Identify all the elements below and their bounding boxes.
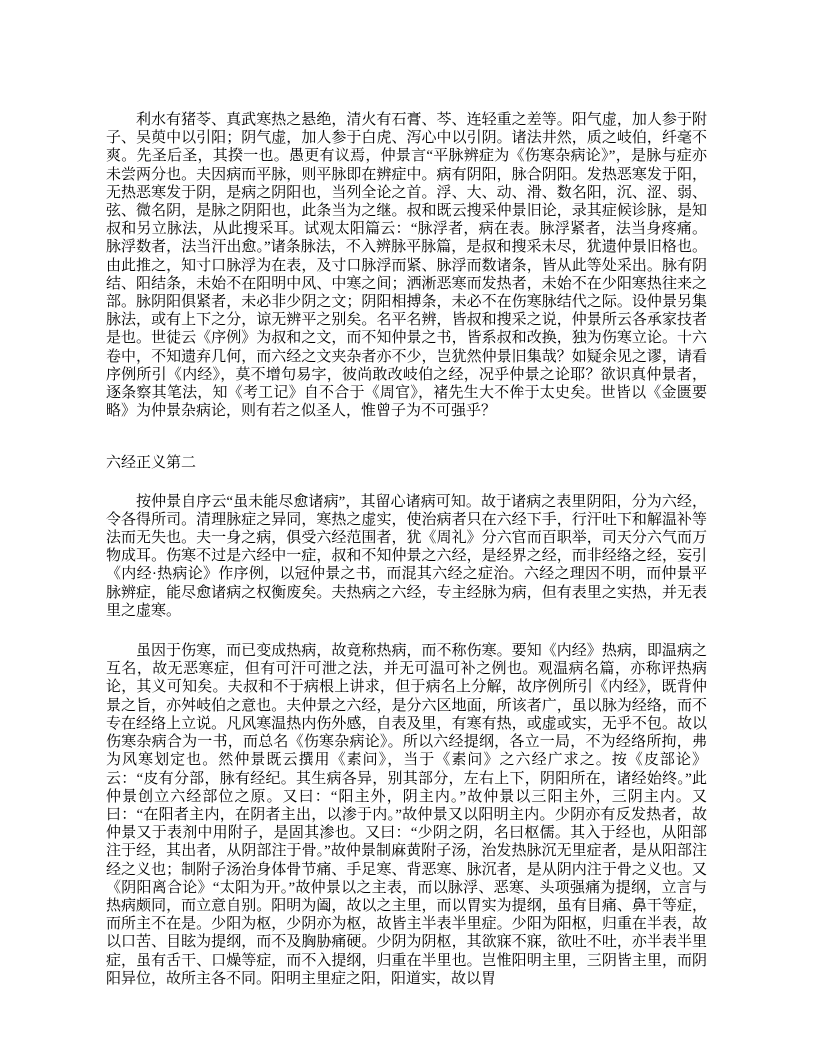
paragraph-chapter-two-body: 虽因于伤寒，而已变成热病，故竟称热病，而不称伤寒。要知《内经》热病，即温病之互名，故无恶寒症，但有可汗可泄之法，并无可温可补之例也。观温病名篇，亦称评热病论，其义可知矣。夫叔和不于病根上讲求，但于病名上分解，故序例所引《内经》，既背仲景之旨，亦舛岐伯之意也。夫仲景之六经，是分六区地面，所该者广，虽以脉为经络，而不专在经络上立说。凡风寒温热内伤外感，自表及里，有寒有热，或虚或实，无乎不包。故以伤寒杂病合为一书，而总名《伤寒杂病论》。所以六经提纲，各立一局，不为经络所拘，弗为风寒划定也。然仲景既云撰用《素问》，当于《素问》之六经广求之。按《皮部论》云：“皮有分部，脉有经纪。其生病各异，别其部分，左右上下，阴阳所在，诸经始终。”此仲景创立六经部位之原。又曰：“阳主外，阴主内。”故仲景以三阳主外，三阴主内。又曰：“在阳者主内，在阴者主出，以渗于内。”故仲景又以阳明主内。少阴亦有反发热者，故仲景又于表剂中用附子，是固其渗也。又曰：“少阴之阴，名曰枢儒。其入于经也，从阳部注于经，其出者，从阴部注于骨。”故仲景制麻黄附子汤，治发热脉沉无里症者，是从阳部注经之义也；制附子汤治身体骨节痛、手足寒、背恶寒、脉沉者，是从阴内注于骨之义也。又《阴阳离合论》“太阳为开。”故仲景以之主表，而以脉浮、恶寒、头项强痛为提纲，立言与热病颇同，而立意自别。阳明为阖，故以之主里，而以胃实为提纲，虽有目痛、鼻干等症，而所主不在是。少阳为枢，少阴亦为枢，故皆主半表半里症。少阳为阳枢，归重在半表，故以口苦、目眩为提纲，而不及胸胁痛硬。少阴为阴枢，其欲寐不寐，欲吐不吐，亦半表半里症，虽有舌干、口燥等症，而不入提纲，归重在半里也。岂惟阳明主里，三阴皆主里，而阴阳异位，故所主各不同。阳明主里症之阳，阳道实，故以胃 [106, 643, 707, 987]
paragraph-chapter-one-conclusion: 利水有猪苓、真武寒热之悬绝，清火有石膏、芩、连轻重之差等。阳气虚，加人参于附子、吴萸中以引阳；阴气虚，加人参于白虎、泻心中以引阴。诸法井然，质之岐伯，纤毫不爽。先圣后圣，其揆一也。愚更有议焉，仲景言“平脉辨症为《伤寒杂病论》”，是脉与症亦未尝两分也。夫因病而平脉，则平脉即在辨症中。病有阴阳，脉合阴阳。发热恶寒发于阳，无热恶寒发于阴，是病之阴阳也，当列全论之首。浮、大、动、滑、数名阳，沉、涩、弱、弦、微名阴，是脉之阴阳也，此条当为之继。叔和既云搜采仲景旧论，录其症候诊脉，是知叔和另立脉法，从此搜采耳。试观太阳篇云：“脉浮者，病在表。脉浮紧者，法当身疼痛。脉浮数者，法当汗出愈。”诸条脉法，不入辨脉平脉篇，是叔和搜采未尽，犹遗仲景旧格也。由此推之，知寸口脉浮为在表，及寸口脉浮而紧、脉浮而数诸条，皆从此等处采出。脉有阴结、阳结条，未始不在阳明中风、中寒之间；洒淅恶寒而发热者，未始不在少阳寒热往来之部。脉阴阳俱紧者，未必非少阴之文；阴阳相搏条，未必不在伤寒脉结代之际。设仲景另集脉法，或有上下之分，谅无辨平之别矣。名平名辨，皆叔和搜采之说，仲景所云各承家技者是也。世徒云《序例》为叔和之文，而不知仲景之书，皆系叔和改换，独为伤寒立论。十六卷中，不知遗弃几何，而六经之文夹杂者亦不少，岂犹然仲景旧集哉？如疑余见之谬，请看序例所引《内经》，莫不增句易字，彼尚敢改岐伯之经，况乎仲景之论耶？欲识真仲景者，逐条察其笔法，知《考工记》自不合于《周官》，褚先生大不侔于太史矣。世皆以《金匮要略》为仲景杂病论，则有若之似圣人，惟曾子为不可强乎？ [106, 112, 707, 420]
section-heading: 六经正义第二 [106, 455, 197, 472]
text-area [106, 111, 707, 988]
paragraph-chapter-two-opening: 按仲景自序云“虽未能尽愈诸病”，其留心诸病可知。故于诸病之表里阴阳，分为六经，令各得所司。清理脉症之异同，寒热之虚实，使治病者只在六经下手，行汗吐下和解温补等法而无失也。夫一身之病，俱受六经范围者，犹《周礼》分六官而百职举，司天分六气而万物成耳。伤寒不过是六经中一症，叔和不知仲景之六经，是经界之经，而非经络之经，妄引《内经·热病论》作序例，以冠仲景之书，而混其六经之症治。六经之理因不明，而仲景平脉辨症，能尽愈诸病之权衡废矣。夫热病之六经，专主经脉为病，但有表里之实热，并无表里之虚寒。 [106, 493, 707, 619]
